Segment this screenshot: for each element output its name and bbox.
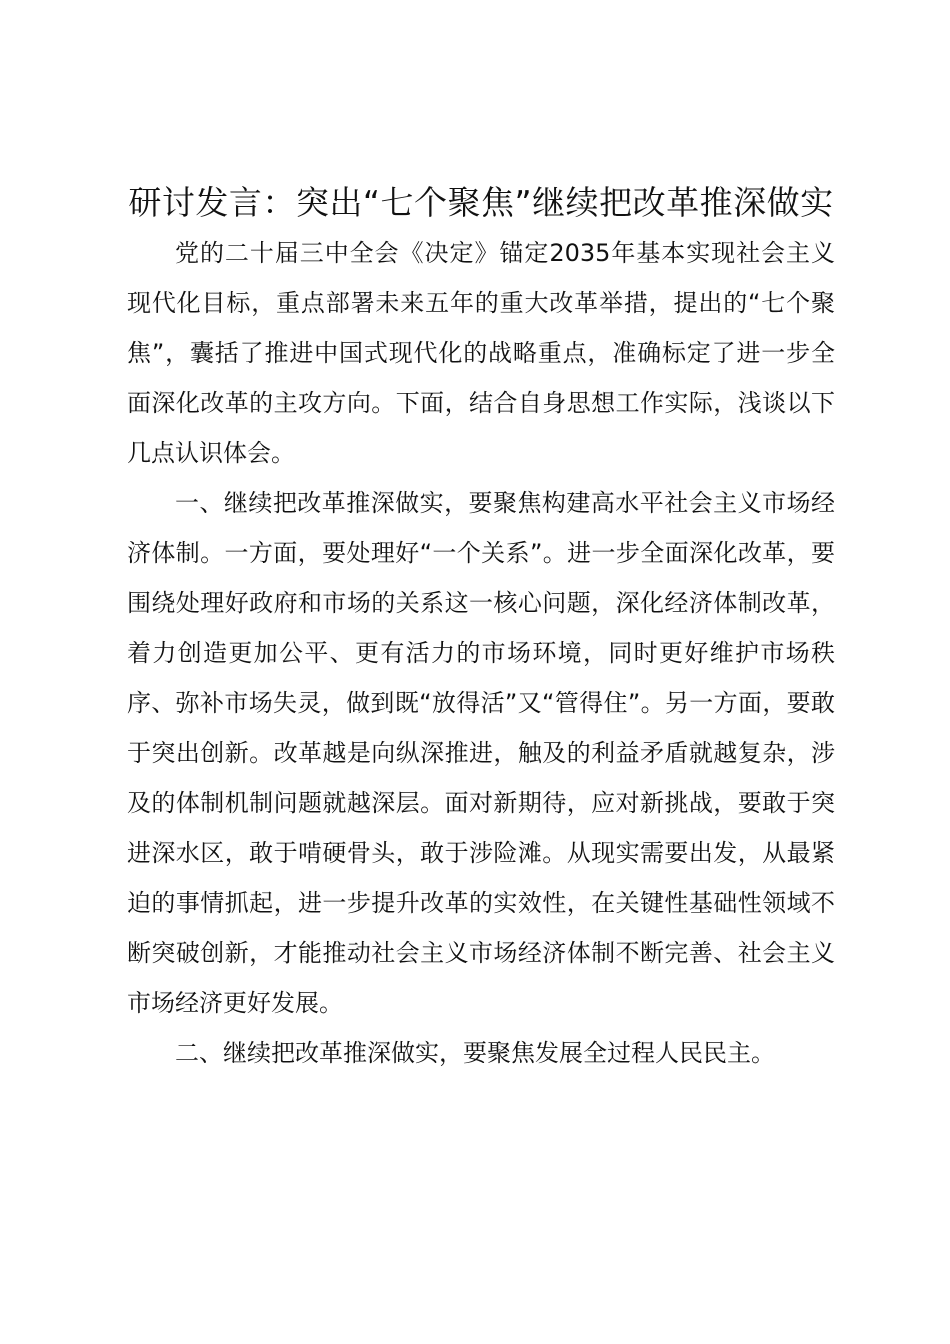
paragraph-section-one: 一、继续把改革推深做实，要聚焦构建高水平社会主义市场经济体制。一方面，要处理好“一个关系”。进一步全面深化改革，要围绕处理好政府和市场的关系这一核心问题，深化经济体制改革，着力创造更加公平、更有活力的市场环境，同时更好维护市场秩序、弥补市场失灵，做到既“放得活”又“管得住”。另一方面，要敢于突出创新。改革越是向纵深推进，触及的利益矛盾就越复杂，涉及的体制机制问题就越深层。面对新期待，应对新挑战，要敢于突进深水区，敢于啃硬骨头，敢于涉险滩。从现实需要出发，从最紧迫的事情抓起，进一步提升改革的实效性，在关键性基础性领域不断突破创新，才能推动社会主义市场经济体制不断完善、社会主义市场经济更好发展。 xyxy=(127,489,835,1017)
paragraph-intro: 党的二十届三中全会《决定》锚定2035年基本实现社会主义现代化目标，重点部署未来五年的重大改革举措，提出的“七个聚焦”，囊括了推进中国式现代化的战略重点，准确标定了进一步全面深化改革的主攻方向。下面，结合自身思想工作实际，浅谈以下几点认识体会。 xyxy=(127,239,835,467)
document-title: 研讨发言：突出“七个聚焦”继续把改革推深做实 xyxy=(128,183,834,222)
document-body xyxy=(127,178,835,1078)
paragraph-section-two: 二、继续把改革推深做实，要聚焦发展全过程人民民主。 xyxy=(175,1039,775,1067)
